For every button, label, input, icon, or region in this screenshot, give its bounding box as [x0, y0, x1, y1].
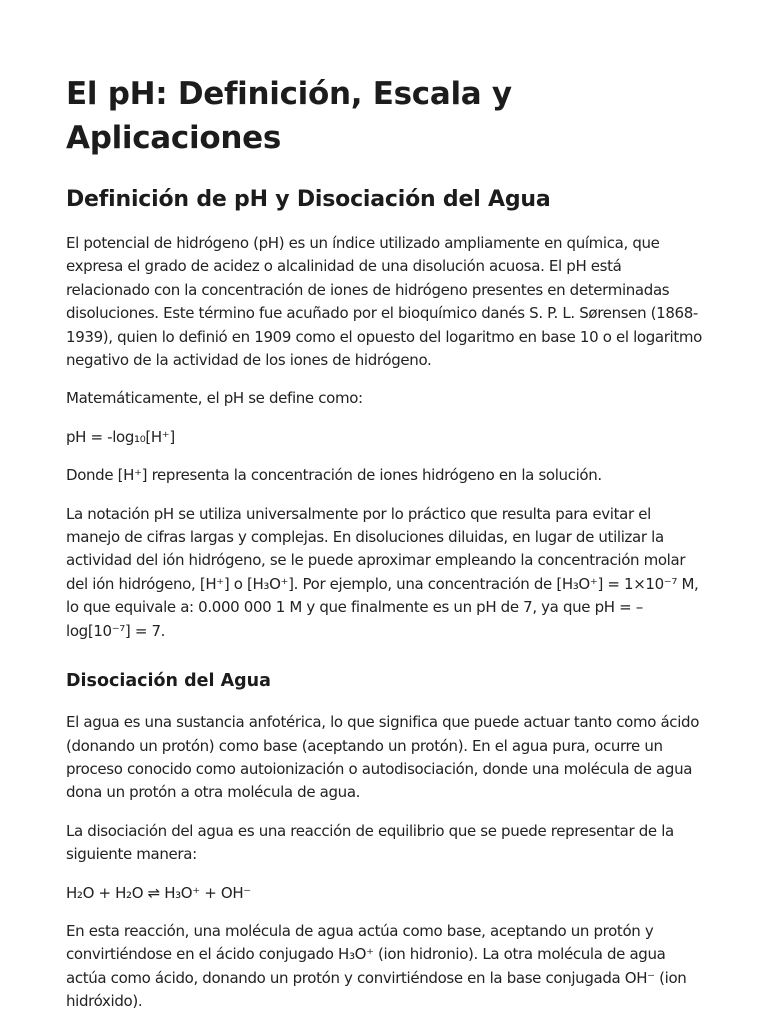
subsection-heading: Disociación del Agua	[66, 671, 271, 692]
paragraph-reaction: En esta reacción, una molécula de agua actúa como base, aceptando un protón y convirtiéndose en el ácido conjugado H₃O⁺ (ion hidronio). La otra molécula de agua actúa como ácido, donando un protón y convirtiéndose en la base conjugada OH⁻ (ion hidróxido).	[66, 921, 687, 1011]
paragraph-math-intro: Matemáticamente, el pH se define como:	[66, 389, 363, 408]
paragraph-amphoteric: El agua es una sustancia anfotérica, lo que significa que puede actuar tanto como ácido (donando un protón) como base (aceptando un protón). En el agua pura, ocurre un proceso conocido como autoionización o autodisociación, donde una molécula de agua dona un protón a otra molécula de agua.	[66, 713, 700, 802]
ph-formula: pH = -log₁₀[H⁺]	[66, 427, 175, 446]
paragraph-notation: La notación pH se utiliza universalmente por lo práctico que resulta para evitar el manejo de cifras largas y complejas. En disoluciones diluidas, en lugar de utilizar la actividad del ión hidrógeno, se le puede aproximar empleando la concentración molar del ión hidrógeno, [H⁺] o [H₃O⁺]. Por ejemplo, una concentración de [H₃O⁺] = 1×10⁻⁷ M, lo que equivale a: 0.000 000 1 M y que finalmente es un pH de 7, ya que pH = –log[10⁻⁷] = 7.	[66, 504, 699, 640]
paragraph-intro: El potencial de hidrógeno (pH) es un índice utilizado ampliamente en química, que expresa el grado de acidez o alcalinidad de una disolución acuosa. El pH está relacionado con la concentración de iones de hidrógeno presentes en determinadas disoluciones. Este término fue acuñado por el bioquímico danés S. P. L. Sørensen (1868-1939), quien lo definió en 1909 como el opuesto del logaritmo en base 10 o el logaritmo negativo de la actividad de los iones de hidrógeno.	[66, 234, 702, 370]
document-title: El pH: Definición, Escala y Aplicaciones	[66, 76, 512, 156]
paragraph-where: Donde [H⁺] representa la concentración de iones hidrógeno en la solución.	[66, 466, 602, 485]
dissociation-equation: H₂O + H₂O ⇌ H₃O⁺ + OH⁻	[66, 883, 251, 902]
section-heading: Definición de pH y Disociación del Agua	[66, 187, 551, 212]
paragraph-equilibrium: La disociación del agua es una reacción de equilibrio que se puede representar de la siguiente manera:	[66, 821, 674, 864]
